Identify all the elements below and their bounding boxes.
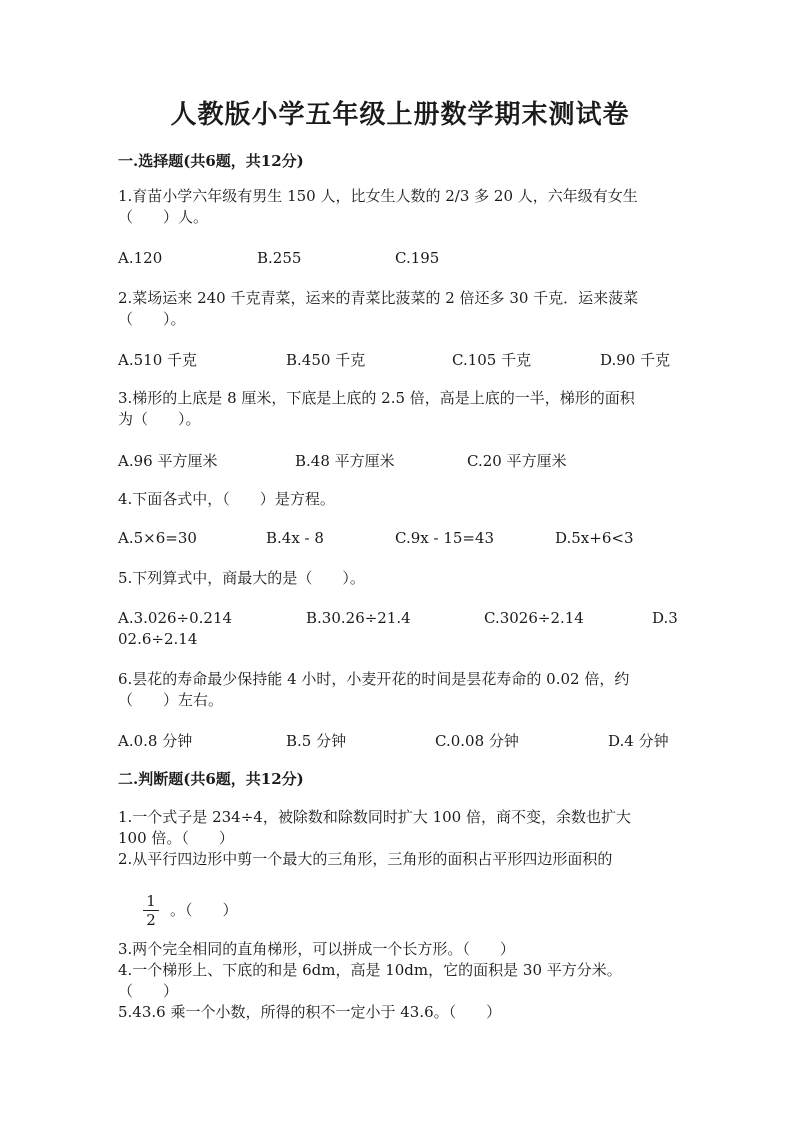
judgement-3-line-1: 3.两个完全相同的直角梯形，可以拼成一个长方形。（ ）: [118, 940, 515, 958]
question-5-line-1: 5.下列算式中，商最大的是（ ）。: [118, 569, 365, 587]
question-4-line-1: 4.下面各式中，（ ）是方程。: [118, 490, 335, 508]
question-5-option-a: A.3.026÷0.214: [118, 609, 233, 627]
question-1-option-a: A.120: [118, 249, 163, 267]
question-5-option-d-continued: 02.6÷2.14: [118, 630, 198, 648]
judgement-2-after-fraction: 。（ ）: [170, 901, 238, 919]
question-3-line-1: 3.梯形的上底是 8 厘米，下底是上底的 2.5 倍，高是上底的一半，梯形的面积: [118, 389, 635, 407]
question-2-line-1: 2.菜场运来 240 千克青菜，运来的青菜比菠菜的 2 倍还多 30 千克．运来菠菜: [118, 289, 639, 307]
fraction-numerator: 1: [143, 893, 159, 911]
question-6-option-a: A.0.8 分钟: [118, 732, 193, 750]
question-4-option-d: D.5x+6<3: [555, 529, 634, 547]
question-3-option-b: B.48 平方厘米: [295, 452, 395, 470]
judgement-5-line-1: 5.43.6 乘一个小数，所得的积不一定小于 43.6。（ ）: [118, 1003, 502, 1021]
question-2-option-d: D.90 千克: [600, 351, 671, 369]
question-3-option-a: A.96 平方厘米: [118, 452, 218, 470]
judgement-4-line-1: 4.一个梯形上、下底的和是 6dm，高是 10dm，它的面积是 30 平方分米。: [118, 961, 622, 979]
section-heading-judgement: 二.判断题(共6题，共12分): [118, 770, 304, 788]
question-1-option-c: C.195: [395, 249, 440, 267]
question-3-line-2: 为（ ）。: [118, 410, 201, 428]
question-1-line-2: （ ）人。: [118, 208, 209, 226]
question-4-option-a: A.5×6=30: [118, 529, 197, 547]
section-heading-choice: 一.选择题(共6题，共12分): [118, 152, 304, 170]
question-6-option-c: C.0.08 分钟: [435, 732, 519, 750]
question-2-option-a: A.510 千克: [118, 351, 197, 369]
question-5-option-d: D.3: [652, 609, 678, 627]
judgement-1-line-1: 1.一个式子是 234÷4，被除数和除数同时扩大 100 倍，商不变，余数也扩大: [118, 808, 631, 826]
question-5-option-c: C.3026÷2.14: [484, 609, 584, 627]
question-1-line-1: 1.育苗小学六年级有男生 150 人，比女生人数的 2/3 多 20 人，六年级有女生: [118, 187, 638, 205]
question-3-option-c: C.20 平方厘米: [467, 452, 567, 470]
question-6-option-b: B.5 分钟: [286, 732, 347, 750]
judgement-2-line-1: 2.从平行四边形中剪一个最大的三角形，三角形的面积占平形四边形面积的: [118, 850, 613, 868]
question-5-option-b: B.30.26÷21.4: [306, 609, 411, 627]
question-6-line-1: 6.昙花的寿命最少保持能 4 小时，小麦开花的时间是昙花寿命的 0.02 倍，约: [118, 670, 630, 688]
question-1-option-b: B.255: [257, 249, 302, 267]
fraction-one-half: [143, 893, 159, 928]
page-title: 人教版小学五年级上册数学期末测试卷: [170, 100, 630, 130]
judgement-1-line-2: 100 倍。（ ）: [118, 829, 234, 847]
question-6-line-2: （ ）左右。: [118, 691, 224, 709]
judgement-4-line-2: （ ）: [118, 982, 179, 1000]
fraction-denominator: 2: [146, 911, 156, 929]
question-2-option-b: B.450 千克: [286, 351, 366, 369]
question-2-option-c: C.105 千克: [452, 351, 532, 369]
question-4-option-b: B.4x - 8: [266, 529, 324, 547]
question-6-option-d: D.4 分钟: [608, 732, 669, 750]
question-2-line-2: （ ）。: [118, 310, 186, 328]
question-4-option-c: C.9x - 15=43: [395, 529, 495, 547]
